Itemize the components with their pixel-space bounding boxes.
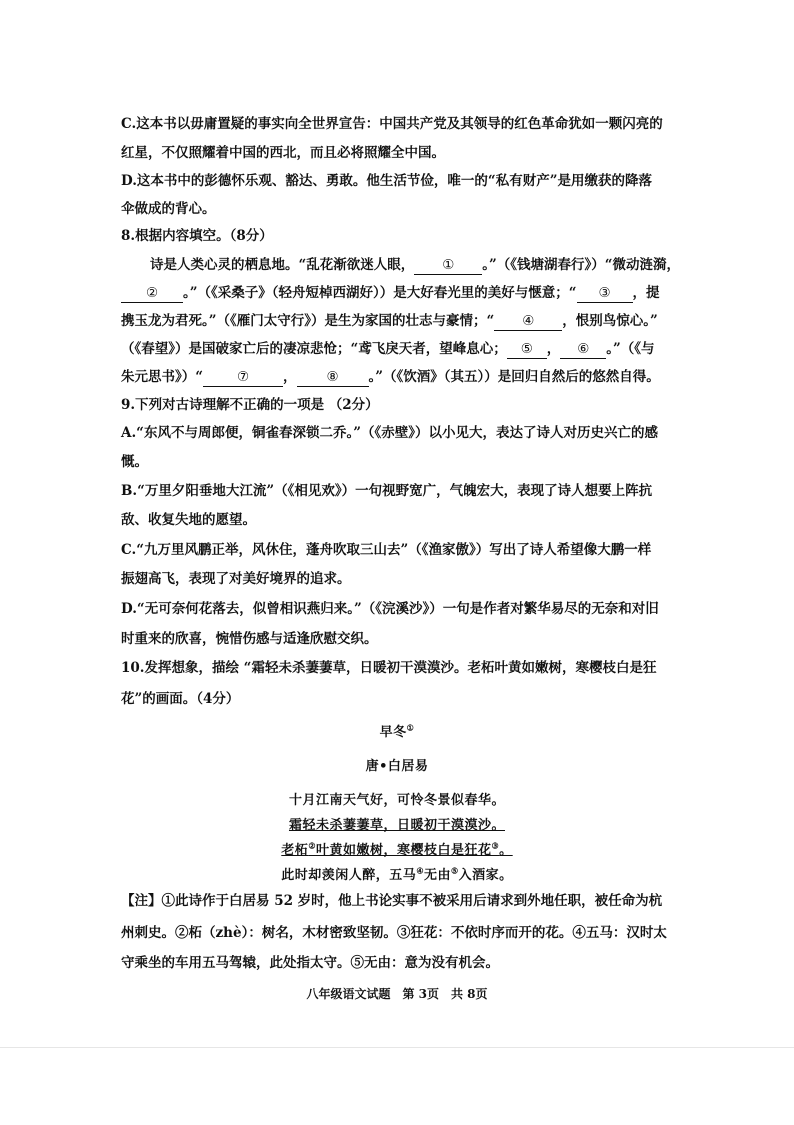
poem-title-text: 早冬 [379,725,407,740]
q8-line1 [150,256,680,275]
q10-prompt-line2: 花”的画面。（4分） [121,691,240,707]
poem-note-ref: ② [308,840,316,851]
blank-6[interactable]: ⑥ [560,340,606,359]
poem-note-ref: ⑤ [451,865,459,876]
poem-title-note: ① [406,722,415,733]
note-line3: 守乘坐的车用五马驾辕，此处指太守。⑤无由：意为没有机会。 [121,955,499,971]
q8-line5 [121,368,660,387]
q8-text: ，恨别鸟惊心。” [562,313,658,329]
q8-text: 。”（《钱塘湖春行》）“微动涟漪， [482,257,681,273]
q9-option-c-line2: 振翅高飞，表现了对美好境界的追求。 [121,571,351,587]
poem-text: 入酒家。 [458,868,513,883]
q7-option-d-line1: D.这本书中的彭德怀乐观、豁达、勇敢。他生活节俭，唯一的“私有财产”是用缴获的降落 [121,173,652,189]
q9-option-b-line1: B.“万里夕阳垂地大江流”（《相见欢》）一句视野宽广，气魄宏大，表现了诗人想要上阵抗 [121,483,653,499]
q8-text: ， [283,369,297,385]
blank-7[interactable]: ⑦ [203,368,283,387]
q9-option-d-line2: 时重来的欣喜，惋惜伤感与适逢欣慰交织。 [121,631,378,647]
blank-1[interactable]: ① [414,256,482,275]
q8-text: 朱元思书》）“ [121,369,204,385]
q8-text: 。”（《与 [606,341,655,357]
blank-2[interactable]: ② [121,284,183,303]
q8-text: 。”（《采桑子》（轻舟短棹西湖好））是大好春光里的美好与惬意；“ [183,285,577,301]
q8-line2 [121,284,660,303]
q9-option-d-line1: D.“无可奈何花落去，似曾相识燕归来。”（《浣溪沙》）一句是作者对繁华易尽的无奈和对旧 [121,601,659,617]
page-footer: 八年级语文试题 第 3页 共 8页 [306,987,488,1001]
q7-option-c-line1: C.这本书以毋庸置疑的事实向全世界宣告：中国共产党及其领导的红色革命犹如一颗闪亮的 [121,116,663,132]
poem-text: 此时却羡闲人醉，五马 [281,868,417,883]
q8-text: 。”（《饮酒》（其五））是回归自然后的悠然自得。 [368,369,660,385]
q9-option-a-line2: 慨。 [121,454,148,470]
blank-3[interactable]: ③ [577,284,633,303]
blank-4[interactable]: ④ [494,312,562,331]
q7-option-c-line2: 红星，不仅照耀着中国的西北，而且必将照耀全中国。 [121,145,445,161]
q9-option-a-line1: A.“东风不与周郎便，铜雀春深锁二乔。”（《赤壁》）以小见大，表达了诗人对历史兴亡的感 [121,425,658,441]
q9-option-b-line2: 敌、收复失地的愿望。 [121,512,256,528]
blank-5[interactable]: ⑤ [507,340,547,359]
poem-title [0,721,794,740]
poem-line-1: 十月江南天气好，可怜冬景似春华。 [288,793,505,808]
q10-prompt-line1: 10.发挥想象，描绘 “霜轻未杀萋萋草，日暖初干漠漠沙。老柘叶黄如嫩树，寒樱枝白是狂 [121,660,657,676]
poem-line-2: 霜轻未杀萋萋草，日暖初干漠漠沙。 [288,818,505,833]
q8-text: ， [546,341,561,357]
note-line2: 州刺史。②柘（zhè）：树名，木材密致坚韧。③狂花：不依时序而开的花。④五马：汉时太 [121,925,667,941]
q8-text: 携玉龙为君死。”（《雁门太守行》）是生为家国的壮志与豪情；“ [121,313,495,329]
poem-text: 叶黄如嫩树，寒樱枝白是狂花 [315,843,492,858]
q8-line4 [121,340,655,359]
poem-author: 唐•白居易 [365,759,429,774]
q9-option-c-line1: C.“九万里风鹏正举，风休住，蓬舟吹取三山去”（《渔家傲》）写出了诗人希望像大鹏一样 [121,542,652,558]
q8-line3 [121,312,658,331]
q8-text: （《春望》）是国破家亡后的凄凉悲怆；“鸢飞戾天者，望峰息心； [121,341,507,357]
poem-line-4 [0,864,794,883]
q7-option-d-line2: 伞做成的背心。 [121,201,216,217]
poem-text: 。 [499,843,513,858]
note-line1: 【注】①此诗作于白居易 52 岁时，他上书论实事不被采用后请求到外地任职，被任命为杭 [121,893,663,909]
blank-8[interactable]: ⑧ [297,368,369,387]
q9-title: 9.下列对古诗理解不正确的一项是 （2分） [121,397,379,413]
bottom-divider [0,1047,794,1048]
poem-line-3 [0,839,794,858]
poem-text: 老柘 [281,843,309,858]
q8-text: 诗是人类心灵的栖息地。“乱花渐欲迷人眼， [150,257,415,273]
poem-note-ref: ③ [491,840,500,851]
q8-title: 8.根据内容填空。（8分） [121,228,273,244]
q8-text: ，提 [632,285,660,301]
poem-note-ref: ④ [416,865,424,876]
poem-text: 无由 [423,868,451,883]
